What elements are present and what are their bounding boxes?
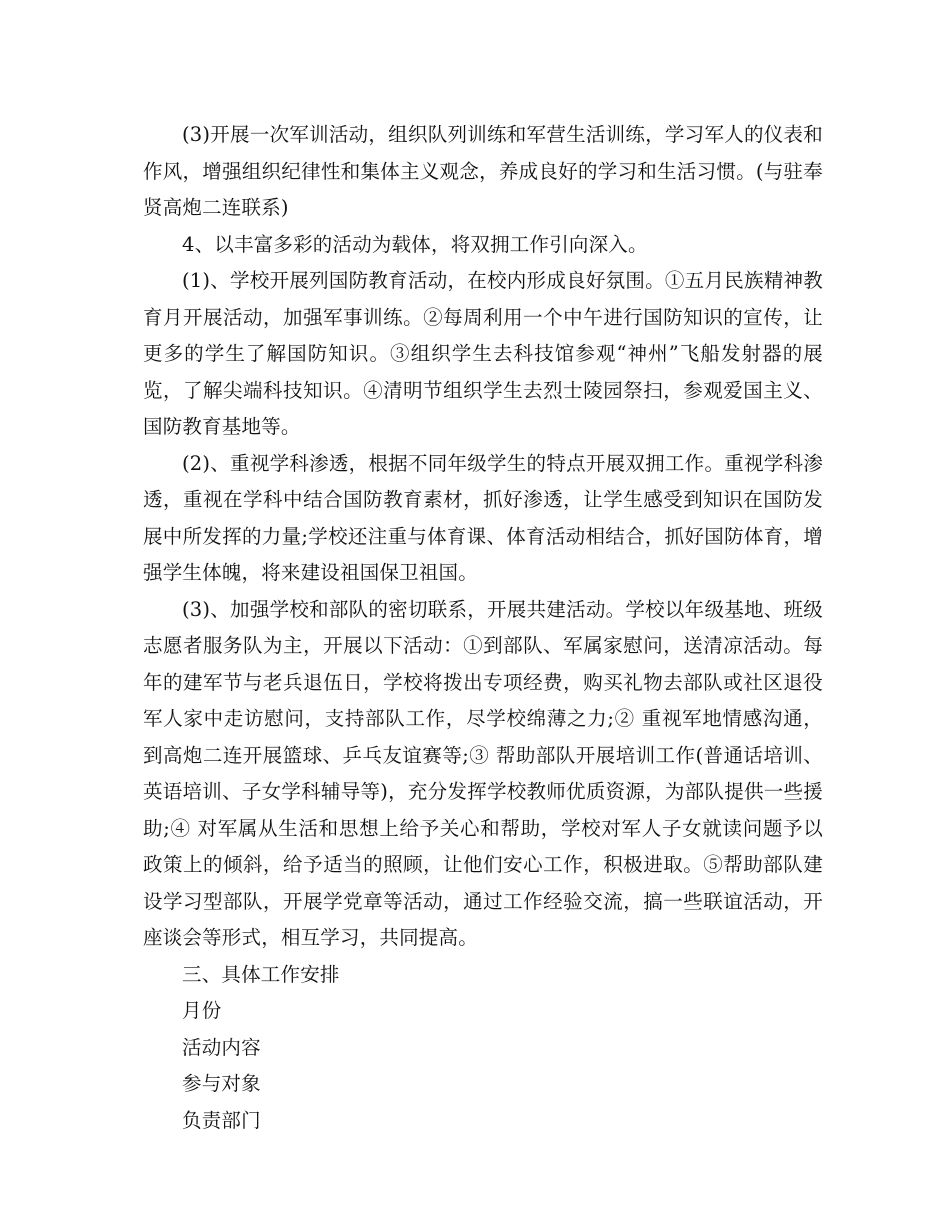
paragraph-school-army-cooperation: (3)、加强学校和部队的密切联系，开展共建活动。学校以年级基地、班级志愿者服务队为主，开展以下活动：①到部队、军属家慰问，送清凉活动。每年的建军节与老兵退伍日，学校将拨出专项经费，购买礼物去部队或社区退役军人家中走访慰问，支持部队工作，尽学校绵薄之力;② 重视军地情感沟通，到高炮二连开展篮球、乒乓友谊赛等;③ 帮助部队开展培训工作(普通话培训、英语培训、子女学科辅导等)，充分发挥学校教师优质资源，为部队提供一些援助;④ 对军属从生活和思想上给予关心和帮助，学校对军人子女就读问题予以政策上的倾斜，给予适当的照顾，让他们安心工作，积极进取。⑤帮助部队建设学习型部队，开展学党章等活动，通过工作经验交流，搞一些联谊活动，开座谈会等形式，相互学习，共同提高。 — [143, 597, 823, 949]
table-header-participants: 参与对象 — [182, 1072, 261, 1095]
section-heading: 三、具体工作安排 — [182, 962, 340, 986]
document-page — [143, 117, 823, 1139]
table-header-month: 月份 — [182, 999, 222, 1022]
table-header-department: 负责部门 — [182, 1108, 261, 1132]
paragraph-military-training: (3)开展一次军训活动，组织队列训练和军营生活训练，学习军人的仪表和作风，增强组织纪律性和集体主义观念，养成良好的学习和生活习惯。(与驻奉贤高炮二连联系) — [143, 123, 823, 219]
table-header-activity: 活动内容 — [182, 1035, 261, 1059]
paragraph-subject-integration: (2)、重视学科渗透，根据不同年级学生的特点开展双拥工作。重视学科渗透，重视在学科中结合国防教育素材，抓好渗透，让学生感受到知识在国防发展中所发挥的力量;学校还注重与体育课、体育活动相结合，抓好国防体育，增强学生体魄，将来建设祖国保卫祖国。 — [143, 451, 823, 584]
paragraph-defense-education: (1)、学校开展列国防教育活动，在校内形成良好氛围。①五月民族精神教育月开展活动，加强军事训练。②每周利用一个中午进行国防知识的宣传，让更多的学生了解国防知识。③组织学生去科技馆参观“神州”飞船发射器的展览，了解尖端科技知识。④清明节组织学生去烈士陵园祭扫，参观爱国主义、国防教育基地等。 — [143, 269, 823, 438]
paragraph-activities-intro: 4、以丰富多彩的活动为载体，将双拥工作引向深入。 — [182, 232, 648, 256]
